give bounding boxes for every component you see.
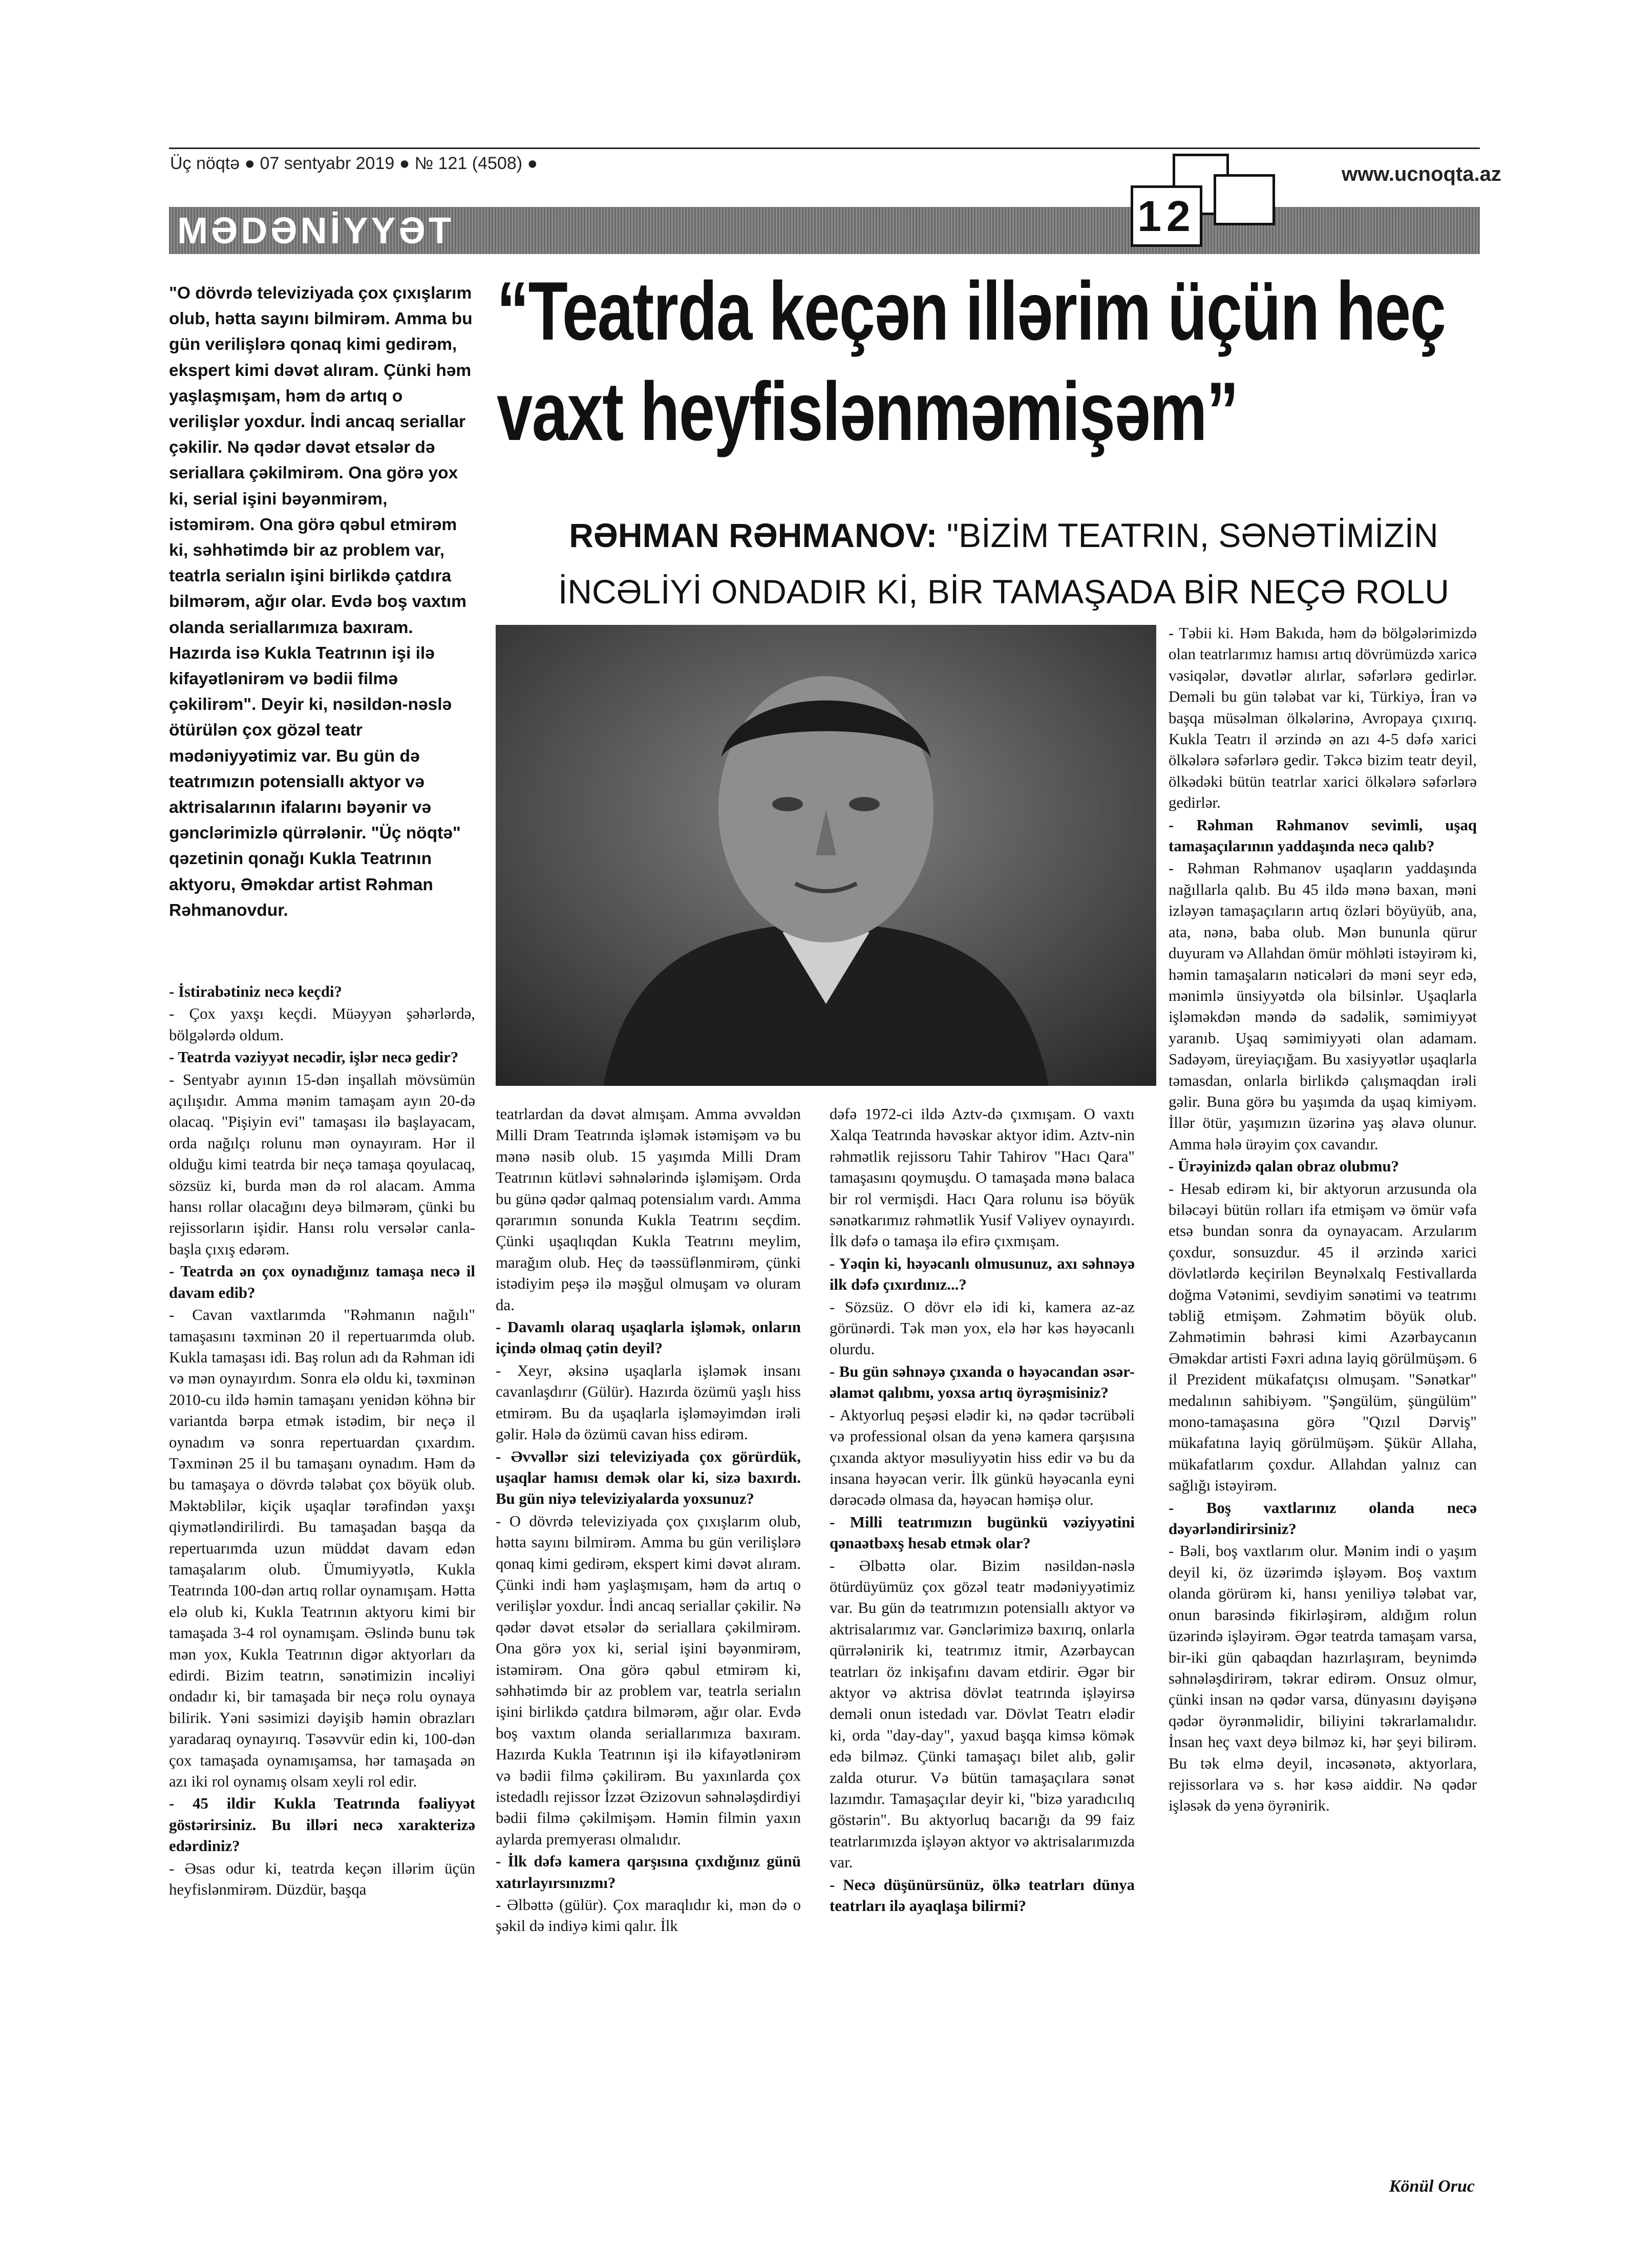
- answer: - Əlbəttə olar. Bizim nəsildən-nəslə ötürdüyümüz çox gözəl teatr mədəniyyətimiz var. Bu gün də teatrımızın potensiallı aktyor və aktrisalarımız var. Gənclərimizə baxırıq, onlarla qürrələnirik ki, teatrımız itmir, Azərbaycan teatrları öz inkişafını davam etdirir. Əgər bir aktyor və aktrisa dövlət teatrında işləyirsə deməli onun istedadı var. Dövlət Teatrı elədir ki, orda "day-day", yaxud başqa kimsə kömək edə bilməz. Çünki tamaşaçı bilet alıb, gəlir zalda oturur. Və bütün tamaşaçılara sənət lazımdır. Tamaşaçılar deyir ki, "bizə yaradıcılıq göstərin". Bu aktyorluq bacarığı da 99 faiz teatrlarımızda işləyən aktyor və aktrisalarımızda var.: [830, 1557, 1135, 1872]
- question: - Yəqin ki, həyəcanlı olmusunuz, axı səhnəyə ilk dəfə çıxırdınız...?: [830, 1254, 1135, 1294]
- header-rule: [169, 148, 1480, 149]
- answer: - Sentyabr ayının 15-dən inşallah mövsümün açılışıdır. Amma mənim tamaşam ayın 20-də olacaq. "Pişiyin evi" tamaşası ilə başlayacam, orda nağılçı rolunu mən oynayıram. Hər il olduğu kimi teatrda bir neçə tamaşa qoyulacaq, sözsüz ki, burda mən də rol alacam. Amma hansı rollar olacağını deyə bilmərəm, çünki bu rejissorların işidir. Hansı rolu versələr canla-başla çıxış edərəm.: [169, 1070, 475, 1258]
- answer: - Çox yaxşı keçdi. Müəyyən şəhərlərdə, bölgələrdə oldum.: [169, 1005, 475, 1044]
- column-2: [496, 1104, 801, 1938]
- site-url[interactable]: www.ucnoqta.az: [1342, 163, 1501, 185]
- question: - İstirabətiniz necə keçdi?: [169, 983, 342, 1000]
- subheadline-quote: "BİZİM TEATRIN, SƏNƏTİMİZİN İNCƏLİYİ ONDADIR Kİ, BİR TAMAŞADA BİR NEÇƏ ROLU: [558, 516, 1449, 611]
- question: - Əvvəllər sizi televiziyada çox görürdük, uşaqlar hamısı demək olar ki, sizə baxırdı. Bu gün niyə televiziyalarda yoxsunuz?: [496, 1447, 801, 1508]
- answer: - Cavan vaxtlarımda "Rəhmanın nağılı" tamaşasını təxminən 20 il repertuarımda olub. Kukla tamaşası idi. Baş rolun adı da Rəhman idi və mən oynayırdım. Sonra elə oldu ki, təxminən 2010-cu ildə həmin tamaşanı yenidən köhnə bir variantda bərpa etmək istədim, bir neçə il oynadım və sonra repertuardan çıxardım. Təxminən 25 il bu tamaşanı oynadım. Həm də bu tamaşaya o dövrdə tələbat çox böyük olub. Məktəblilər, kiçik uşaqlar tərəfindən yaxşı qiymətləndirilirdi. Bu tamaşadan başqa da repertuarımda uzun müddət davam edən tamaşalarım olub. Ümumiyyətlə, Kukla Teatrında 100-dən artıq rollar oynamışam. Hətta elə olub ki, Kukla Teatrının aktyoru kimi bir tamaşada 3-4 rol oynamışam. Əslində bunu tək mən yox, Kukla Teatrının digər aktyorları da edirdi. Bizim teatrın, sənətimizin incəliyi ondadır ki, bir tamaşada bir neçə rolu oynaya bilirik. Yəni səsimizi dəyişib həmin obrazları yaradaraq oynayırıq. Təsəvvür edin ki, 100-dən çox tamaşada oynamışamsa, hər tamaşada ən azı iki rol oynamış olsam xeyli rol edir.: [169, 1306, 475, 1791]
- page-number: 12: [1131, 185, 1202, 247]
- answer: - Rəhman Rəhmanov uşaqların yaddaşında nağıllarla qalıb. Bu 45 ildə mənə baxan, məni izləyən tamaşaçıların artıq özləri böyüyüb, ana, ata, nənə, baba olub. Mən bununla qürur duyuram və Allahdan ömür möhləti istəyirəm ki, həmin tamaşaların nəticələri də məni seyr edə, mənimlə ünsiyyətdə ola bilsinlər. Uşaqlarla işləməkdən məndə də sadəlik, səmimiyyət yaranıb. Uşaq səmimiyyəti olan adamam. Sadəyəm, üreyiaçığam. Bu xasiyyətlər uşaqlarla təmasdan, onlarla birlikdə çalışmaqdan irəli gəlir. Buna görə bu yaşımda da uşaq kimiyəm. İllər ötür, yaşımızın üzərinə yaş əlavə olunur. Amma hələ ürəyim çox cavandır.: [1169, 859, 1477, 1153]
- answer: - Əlbəttə (gülür). Çox maraqlıdır ki, mən də o şəkil də indiyə kimi qalır. İlk: [496, 1896, 801, 1935]
- issue-info: Üç nöqtə ● 07 sentyabr 2019 ● № 121 (4508) ●: [170, 154, 538, 173]
- section-title: MƏDƏNİYYƏT: [177, 211, 454, 251]
- answer: dəfə 1972-ci ildə Aztv-də çıxmışam. O vaxtı Xalqa Teatrında həvəskar aktyor idim. Aztv-nin rəhmətlik rejissoru Tahir Tahirov "Hacı Qara" tamaşasını qoymuşdu. O tamaşada mənə balaca bir rol vermişdi. Hacı Qara rolunu isə böyük sənətkarımız rəhmətlik Yusif Vəliyev oynayırdı. İlk dəfə o tamaşa ilə efirə çıxmışam.: [830, 1105, 1135, 1250]
- question: - Teatrda vəziyyət necədir, işlər necə gedir?: [169, 1048, 459, 1066]
- portrait-photo: [496, 625, 1156, 1086]
- question: - 45 ildir Kukla Teatrında fəaliyyət göstərirsiniz. Bu illəri necə xarakterizə edərdiniz?: [169, 1795, 475, 1855]
- column-3: [830, 1104, 1135, 1918]
- question: - Teatrda ən çox oynadığınız tamaşa necə il davam edib?: [169, 1263, 475, 1301]
- answer: - Aktyorluq peşəsi elədir ki, nə qədər təcrübəli və professional olsan da yenə kamera qarşısına çıxanda aktyor məsuliyyətin hiss edir və bu da insana həyəcan verir. İlk günkü həyəcanla eyni dərəcədə olmasa da, həyəcan həmişə olur.: [830, 1406, 1135, 1509]
- headline: [497, 261, 1446, 462]
- answer: - Təbii ki. Həm Bakıda, həm də bölgələrimizdə olan teatrlarımız hamısı artıq dövrümüzdə xaricə vəsiqələr, dəvətlər alırlar, səfərlərə gedirlər. Deməli bu gün tələbat var ki, Türkiyə, İran və başqa müsəlman ölkələrinə, Avropaya çıxırıq. Kukla Teatrı il ərzində ən azı 4-5 dəfə xarici ölkələrə səfərlərə gedir. Təkcə bizim teatr deyil, ölkədəki bütün teatrlar xarici ölkələrə səfərlərə gedirlər.: [1169, 624, 1477, 812]
- question: - Rəhman Rəhmanov sevimli, uşaq tamaşaçılarının yaddaşında necə qalıb?: [1169, 816, 1477, 855]
- answer: - Hesab edirəm ki, bir aktyorun arzusunda ola biləcəyi bütün rolları ifa etmişəm və ömür vəfa etsə bundan sonra da oynayacam. Arzularım çoxdur, sonsuzdur. 45 il ərzində xarici dövlətlərdə keçirilən Beynəlxalq Festivallarda doğma Vətənimi, sevdiyim sənətimi və teatrımı təbliğ etmişəm. Zəhmətim böyük olub. Zəhmətimin bəhrəsi kimi Azərbaycanın Əməkdar artisti Fəxri adına layiq görülmüşəm. 6 il Prezident mükafatçısı olmuşam. "Sənətkar" medalının sahibiyəm. "Şəngülüm, şüngülüm" mono-tamaşasına görə "Qızıl Dərviş" mükafatına layiq görülmüşəm. Şükür Allaha, mükafatlarım çoxdur. Allahdan yalnız can sağlığı istəyirəm.: [1169, 1180, 1477, 1495]
- column-4: [1169, 623, 1477, 1818]
- answer: - Sözsüz. O dövr elə idi ki, kamera az-az görünərdi. Tək mən yox, elə hər kəs həyəcanlı olurdu.: [830, 1298, 1135, 1358]
- answer: - Xeyr, əksinə uşaqlarla işləmək insanı cavanlaşdırır (Gülür). Hazırda özümü yaşlı hiss etmirəm. Bu da uşaqlarla işləməyimdən irəli gəlir. Hələ də özümü cavan hiss edirəm.: [496, 1361, 801, 1443]
- question: - Boş vaxtlarınız olanda necə dəyərləndirirsiniz?: [1169, 1499, 1477, 1538]
- answer: - Əsas odur ki, teatrda keçən illərim üçün heyfislənmirəm. Düzdür, başqa: [169, 1859, 475, 1899]
- question: - Ürəyinizdə qalan obraz olubmu?: [1169, 1158, 1399, 1175]
- question: - Necə düşünürsünüz, ölkə teatrları dünya teatrları ilə ayaqlaşa bilirmi?: [830, 1876, 1135, 1915]
- subheadline-speaker: RƏHMAN RƏHMANOV:: [569, 516, 938, 554]
- column-1: [169, 981, 475, 1901]
- portrait-photo-icon: [496, 625, 1156, 1086]
- question: - Milli teatrımızın bugünkü vəziyyətini qənaətbəxş hesab etmək olar?: [830, 1513, 1135, 1552]
- question: - Davamlı olaraq uşaqlarla işləmək, onların içində olmaq çətin deyil?: [496, 1318, 801, 1357]
- answer: teatrlardan da dəvət almışam. Amma əvvəldən Milli Dram Teatrında işləmək istəmişəm və bu mənə nəsib olub. 15 yaşımda Milli Dram Teatrının kütləvi səhnələrində işləmişəm. Orda bu günə qədər qalmaq potensialım vardı. Amma qərarımın sonunda Kukla Teatrını seçdim. Çünki uşaqlıqdan Kukla Teatrını meylim, marağım olub. Heç də təəssüflənmirəm, çünki istədiyim peşə ilə məşğul olmuşam və oluram da.: [496, 1105, 801, 1314]
- author-signature: Könül Oruc: [1389, 2177, 1475, 2196]
- question: - İlk dəfə kamera qarşısına çıxdığınız günü xatırlayırsınızmı?: [496, 1853, 801, 1892]
- headline-line-2: vaxt heyfislənməmişəm”: [497, 365, 1238, 458]
- headline-line-1: “Teatrda keçən illərim üçün heç: [497, 265, 1446, 358]
- question: - Bu gün səhnəyə çıxanda o həyəcandan əsər-əlamət qalıbmı, yoxsa artıq öyrəşmisiniz?: [830, 1362, 1135, 1402]
- answer: - O dövrdə televiziyada çox çıxışlarım olub, hətta sayını bilmirəm. Amma bu gün verilişlərə qonaq kimi gedirəm, ekspert kimi dəvət alıram. Çünki indi həm yaşlaşmışam, həm də artıq o verilişlər yoxdur. İndi ancaq seriallar çəkilir. Nə qədər dəvət etsələr də seriallara çəkilmirəm. Ona görə yox ki, serial işini bəyənmirəm, istəmirəm. Ona görə qəbul etmirəm ki, səhhətimdə bir az problem var, teatrla serialın işini birlikdə çatdıra bilmərəm, ağır olar. Evdə boş vaxtım olanda seriallarımıza baxıram. Hazırda Kukla Teatrının işi ilə kifayətlənirəm və bədii filmə çəkilirəm. Bu yaxınlarda çox istedadlı rejissor İzzət Əzizovun səhnələşdirdiyi bədii filmə çəkilmişəm. Həmin filmin yaxın aylarda premyerası olmalıdır.: [496, 1512, 801, 1848]
- answer: - Bəli, boş vaxtlarım olur. Mənim indi o yaşım deyil ki, öz üzərimdə işləyəm. Boş vaxtım olanda görürəm ki, hansı yeniliyə tələbat var, onun barəsində fikirləşirəm, aldığım rolun üzərində işləyirəm. Əgər teatrda tamaşam varsa, bir-iki gün qabaqdan hazırlaşıram, beynimdə səhnələşdirirəm, təkrar edirəm. Onsuz olmur, çünki insan nə qədər varsa, dünyasını dəyişənə qədər öyrənməlidir, biliyini təkrarlamalıdır. İnsan heç vaxt deyə bilməz ki, hər şeyi bilirəm. Bu tək elmə deyil, incəsənətə, aktyorlara, rejissorlara və s. hər kəsə aiddir. Nə qədər işləsək də yenə öyrənirik.: [1169, 1542, 1477, 1815]
- lead-paragraph: "O dövrdə televiziyada çox çıxışlarım olub, hətta sayını bilmirəm. Amma bu gün verilişlərə qonaq kimi gedirəm, ekspert kimi dəvət alıram. Çünki həm yaşlaşmışam, həm də artıq o verilişlər yoxdur. İndi ancaq seriallar çəkilir. Nə qədər dəvət etsələr də seriallara çəkilmirəm. Ona görə yox ki, serial işini bəyənmirəm, istəmirəm. Ona görə qəbul etmirəm ki, səhhətimdə bir az problem var, teatrla serialın işini birlikdə çatdıra bilmərəm, ağır olar. Evdə boş vaxtım olanda seriallarımıza baxıram. Hazırda isə Kukla Teatrının işi ilə kifayətlənirəm və bədii filmə çəkilirəm". Deyir ki, nəsildən-nəslə ötürülən çox gözəl teatr mədəniyyətimiz var. Bu gün də teatrımızın potensiallı aktyor və aktrisalarının ifalarını bəyənir və gənclərimizlə qürrələnir. "Üç nöqtə" qəzetinin qonağı Kukla Teatrının aktyoru, Əməkdar artist Rəhman Rəhmanovdur.: [169, 284, 473, 920]
